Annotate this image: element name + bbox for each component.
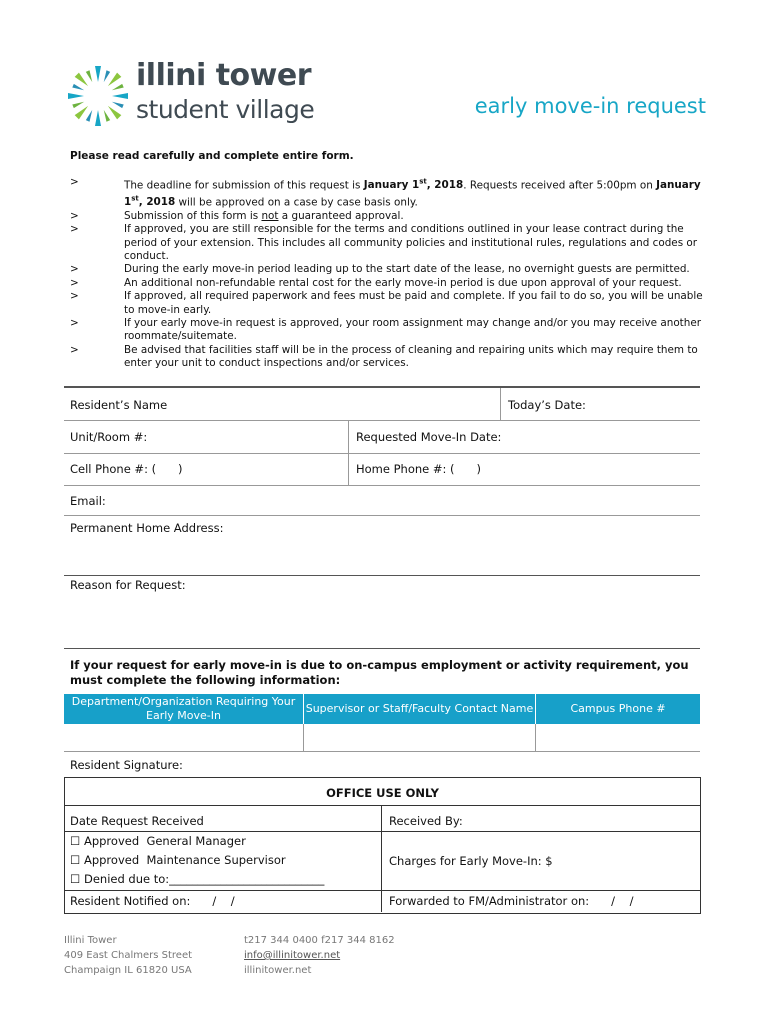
employment-question: If your request for early move-in is due to on-campus employment or activity requirement, you must complete the following information: — [70, 658, 689, 687]
intro-instruction: Please read carefully and complete entire form. — [70, 150, 354, 162]
bullet-marker: > — [70, 209, 79, 222]
divider — [535, 724, 536, 751]
resident-notified-field[interactable]: Resident Notified on: / / — [70, 894, 235, 908]
todays-date-field[interactable]: Today’s Date: — [508, 398, 586, 412]
office-use-title: OFFICE USE ONLY — [326, 786, 439, 800]
divider — [64, 575, 700, 576]
received-by-field[interactable]: Received By: — [389, 814, 463, 828]
divider — [381, 806, 382, 912]
checkbox-icon: ☐ — [70, 872, 81, 886]
bullet-marker: > — [70, 176, 79, 188]
cell-phone-field[interactable]: Cell Phone #: ( ) — [70, 462, 183, 476]
footer-contact: t217 344 0400 f217 344 8162 info@illinitower.net illinitower.net — [244, 935, 395, 976]
divider — [303, 724, 304, 751]
divider — [64, 420, 700, 421]
column-header-department: Department/Organization Requiring Your Early Move-In — [64, 694, 303, 724]
column-header-supervisor: Supervisor or Staff/Faculty Contact Name — [304, 694, 535, 724]
divider — [64, 805, 700, 806]
bullet-marker: > — [70, 263, 79, 276]
residents-name-field[interactable]: Resident’s Name — [70, 398, 168, 412]
divider — [500, 388, 501, 420]
logo-mark-icon — [64, 62, 132, 130]
list-item: > If your early move-in request is approved, your room assignment may change and/or you may receive another roommate/suitemate. — [70, 317, 702, 343]
list-item: > The deadline for submission of this request is January 1st, 2018. Requests received after 5:00pm on January 1st, 2018 will be approved on a case by case basis only. — [70, 176, 701, 209]
approved-ms-checkbox[interactable]: ☐ Approved Maintenance Supervisor — [70, 853, 286, 867]
bullet-marker: > — [70, 317, 79, 329]
website-link[interactable]: illinitower.net — [244, 965, 312, 976]
list-item: > If approved, you are still responsible for the terms and conditions outlined in your lease contract during the period of your extension. This includes all community policies and institutional rules, regulations and codes or conduct. — [70, 223, 698, 262]
reason-field[interactable]: Reason for Request: — [70, 578, 186, 592]
column-header-campus-phone: Campus Phone # — [536, 694, 700, 724]
logo-title: illini tower — [136, 58, 312, 93]
bullet-marker: > — [70, 343, 79, 356]
list-item: > Be advised that facilities staff will be in the process of cleaning and repairing units which may require them to enter your unit to conduct inspections and/or services. — [70, 343, 698, 370]
list-item: > An additional non-refundable rental cost for the early move-in period is due upon approval of your request. — [70, 276, 682, 289]
list-item: > Submission of this form is not a guaranteed approval. — [70, 209, 404, 222]
email-link[interactable]: info@illinitower.net — [244, 950, 341, 961]
list-item: > If approved, all required paperwork and fees must be paid and complete. If you fail to do so, you will be unable to move-in early. — [70, 290, 703, 316]
bullet-marker: > — [70, 290, 79, 303]
divider — [64, 386, 700, 388]
campus-phone-input[interactable] — [537, 725, 699, 751]
logo-subtitle: student village — [136, 95, 315, 124]
denied-checkbox[interactable]: ☐ Denied due to:___________________________ — [70, 872, 325, 886]
checkbox-icon: ☐ — [70, 834, 81, 848]
date-request-received-field[interactable]: Date Request Received — [70, 814, 204, 828]
unit-room-field[interactable]: Unit/Room #: — [70, 430, 148, 444]
divider — [64, 648, 700, 649]
footer-address: Illini Tower 409 East Chalmers Street Champaign IL 61820 USA — [64, 935, 193, 976]
permanent-address-field[interactable]: Permanent Home Address: — [70, 521, 224, 535]
home-phone-field[interactable]: Home Phone #: ( ) — [356, 462, 481, 476]
supervisor-input[interactable] — [305, 725, 534, 751]
department-input[interactable] — [64, 725, 302, 751]
divider — [64, 890, 700, 891]
bullet-marker: > — [70, 223, 79, 236]
divider — [64, 485, 700, 486]
list-item: > During the early move-in period leading up to the start date of the lease, no overnight guests are permitted. — [70, 263, 690, 276]
divider — [64, 751, 700, 752]
bullet-marker: > — [70, 276, 79, 289]
divider — [64, 453, 700, 454]
charges-field[interactable]: Charges for Early Move-In: $ — [389, 854, 553, 868]
page-title: early move-in request — [474, 94, 706, 118]
approved-gm-checkbox[interactable]: ☐ Approved General Manager — [70, 834, 246, 848]
divider — [64, 515, 700, 516]
requested-move-in-date-field[interactable]: Requested Move-In Date: — [356, 430, 502, 444]
divider — [64, 831, 700, 832]
forwarded-field[interactable]: Forwarded to FM/Administrator on: / / — [389, 894, 634, 908]
resident-signature-field[interactable]: Resident Signature: — [70, 758, 183, 772]
checkbox-icon: ☐ — [70, 853, 81, 867]
rules-list — [70, 176, 710, 371]
email-field[interactable]: Email: — [70, 494, 106, 508]
